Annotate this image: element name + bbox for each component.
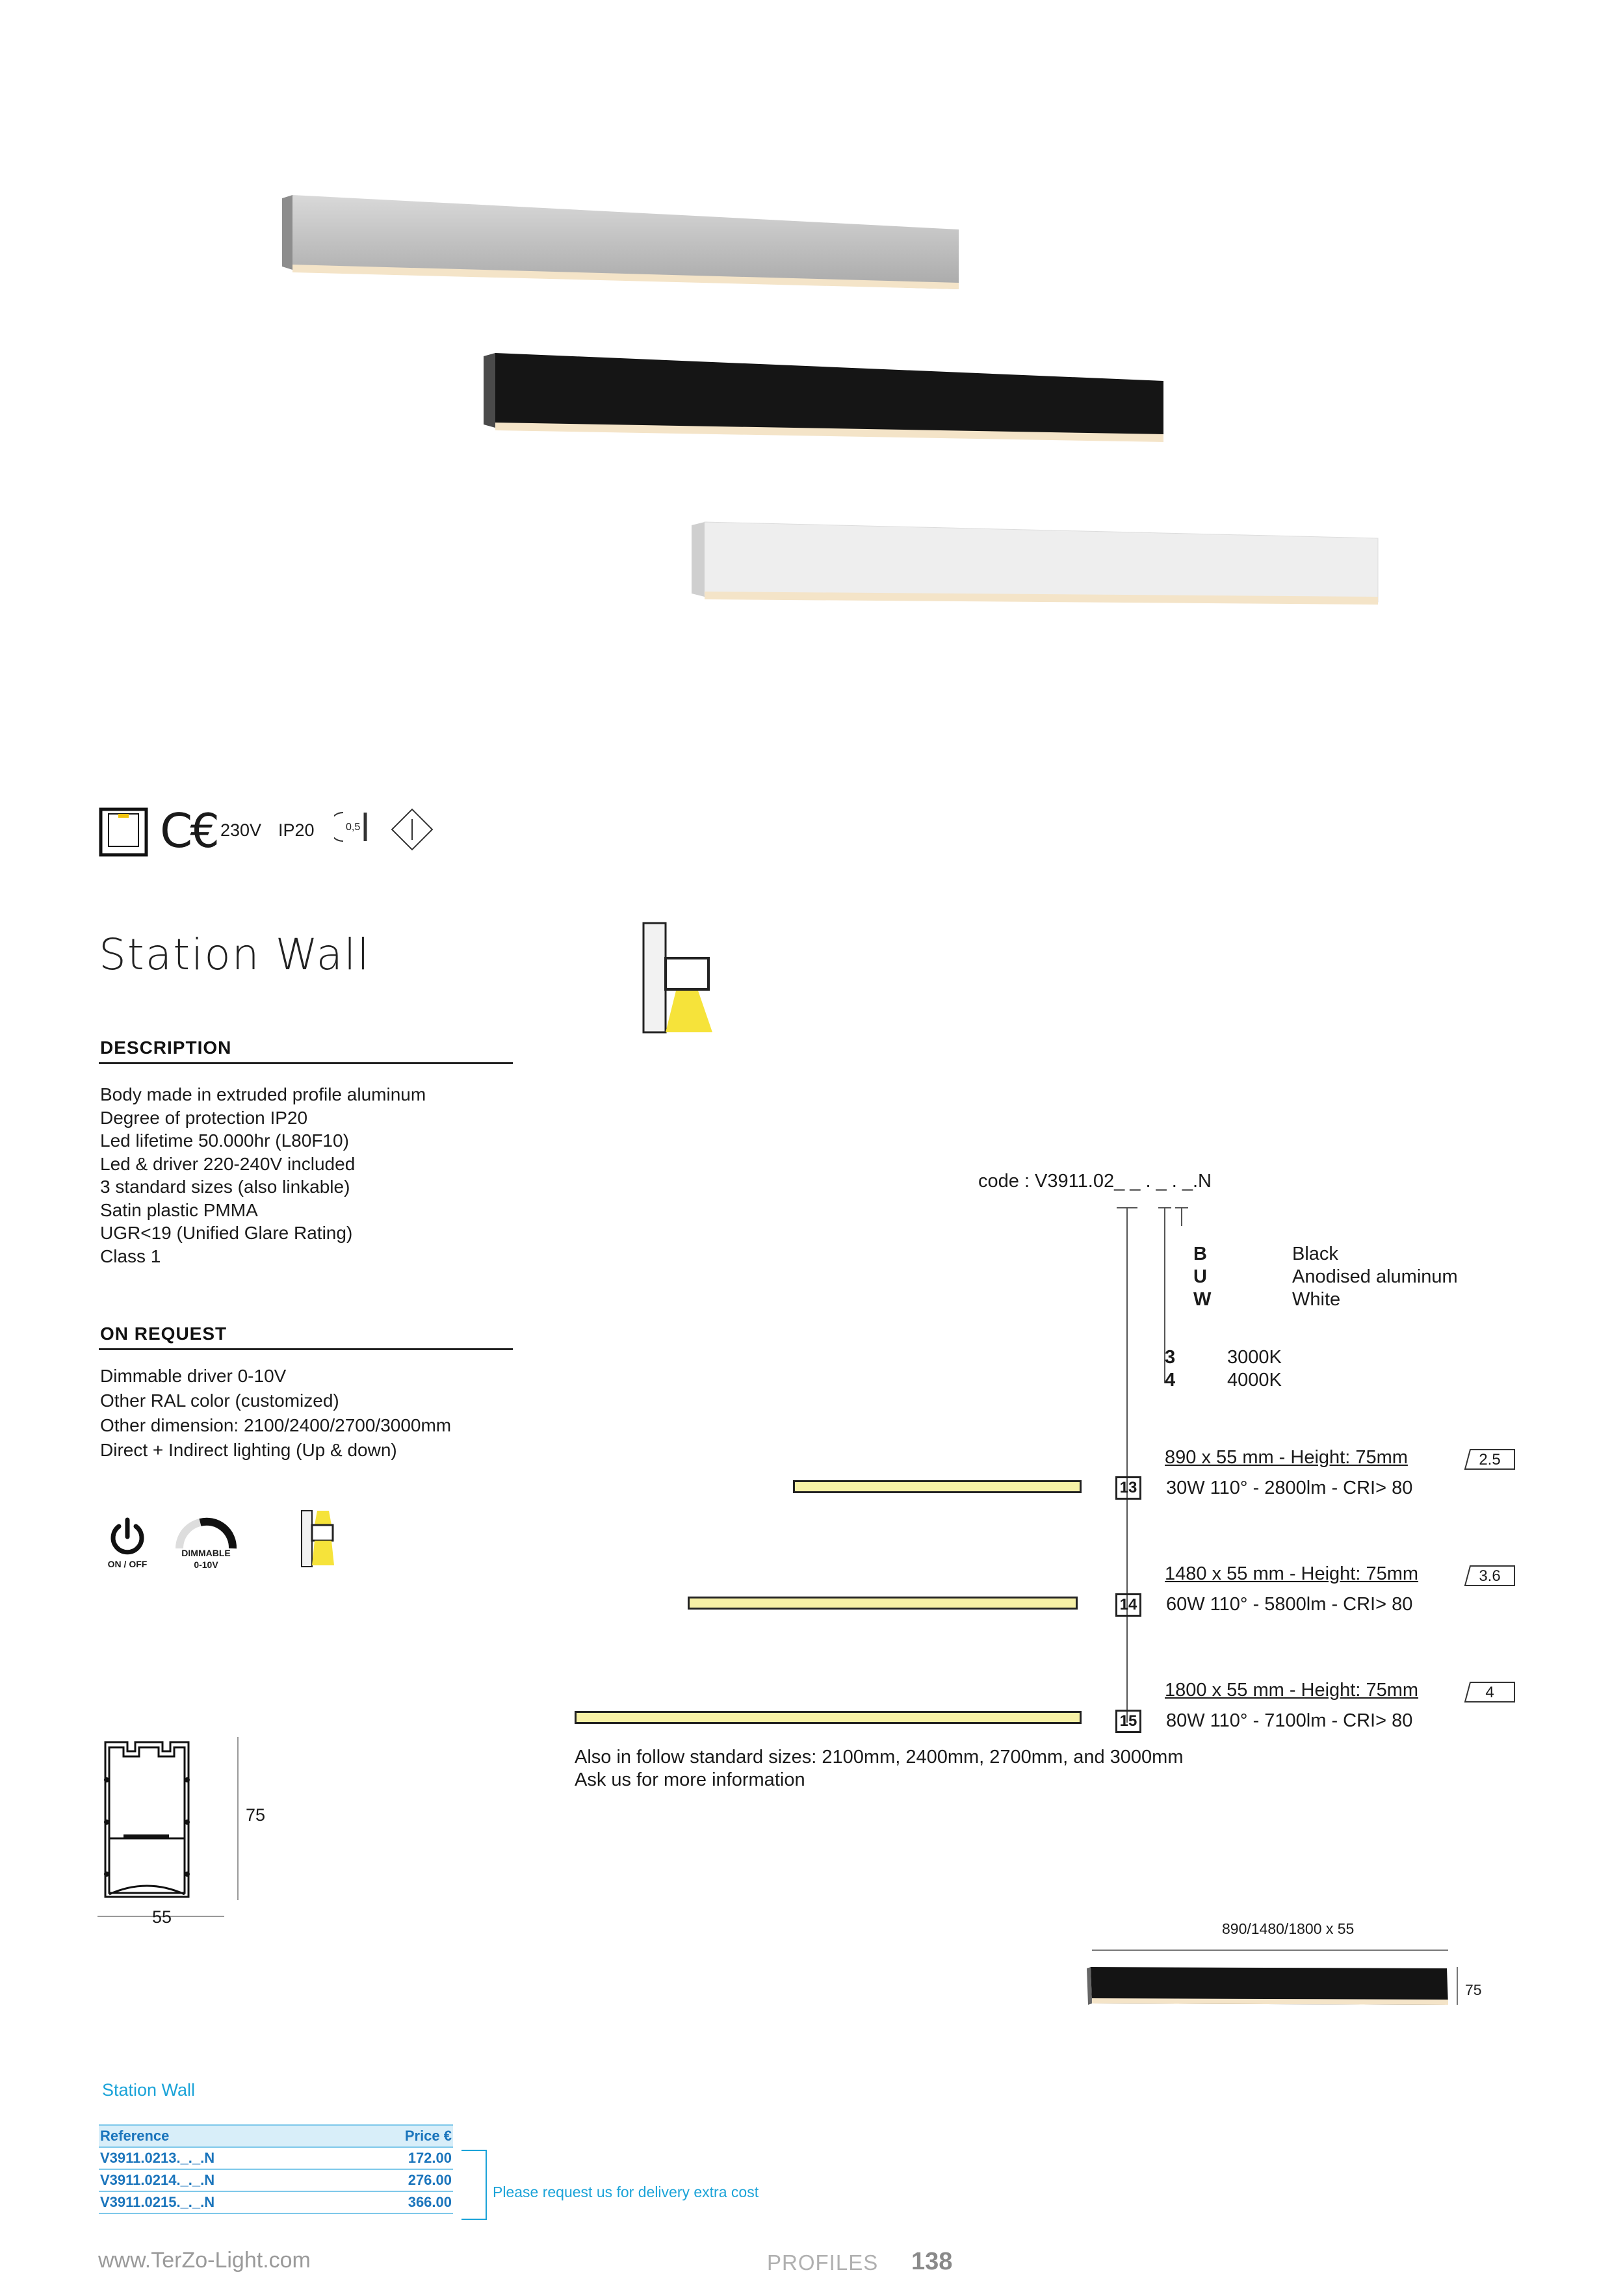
description-line: Led & driver 220-240V included	[100, 1153, 356, 1174]
wall-mount-icon	[642, 922, 720, 1035]
size-number-box: 15	[1115, 1710, 1141, 1733]
price-table-title: Station Wall	[102, 2080, 196, 2100]
size-bar-1800	[575, 1711, 1082, 1724]
page-number: 138	[911, 2248, 953, 2275]
on-request-line: Other dimension: 2100/2400/2700/3000mm	[100, 1415, 452, 1435]
profile-section-drawing	[97, 1734, 247, 1923]
extra-sizes-note: Also in follow standard sizes: 2100mm, 2400mm, 2700mm, and 3000mm	[575, 1747, 1184, 1768]
product-code: code : V3911.02_ _ . _ . _.N	[978, 1171, 1212, 1192]
on-request-line: Dimmable driver 0-10V	[100, 1366, 287, 1386]
on-request-line: Other RAL color (customized)	[100, 1390, 339, 1411]
size-bar-1480	[688, 1597, 1078, 1610]
description-line: Class 1	[100, 1246, 161, 1266]
description-rule	[99, 1062, 513, 1064]
description-heading: DESCRIPTION	[100, 1037, 232, 1058]
distance-value: 0,5	[346, 822, 361, 833]
size-title: 1800 x 55 mm - Height: 75mm	[1165, 1680, 1419, 1701]
extra-sizes-contact: Ask us for more information	[575, 1769, 805, 1790]
on-request-heading: ON REQUEST	[100, 1324, 227, 1344]
description-line: Satin plastic PMMA	[100, 1199, 258, 1220]
description-line: Degree of protection IP20	[100, 1107, 308, 1128]
weight-value: 3.6	[1479, 1567, 1501, 1585]
footer-category: PROFILES	[767, 2250, 879, 2275]
reference-column-header: Reference	[99, 2125, 348, 2147]
size-spec: 60W 110° - 5800lm - CRI> 80	[1166, 1594, 1413, 1615]
size-bar-890	[793, 1480, 1082, 1493]
reference-cell: V3911.0214._._.N	[99, 2169, 348, 2191]
ip-rating-label: IP20	[278, 820, 315, 840]
up-down-light-icon	[300, 1509, 342, 1569]
size-number-box: 13	[1115, 1476, 1141, 1500]
delivery-note: Please request us for delivery extra cost	[493, 2184, 759, 2200]
dimmable-label: DIMMABLE	[181, 1548, 231, 1558]
description-line: Led lifetime 50.000hr (L80F10)	[100, 1130, 349, 1151]
table-row	[99, 2147, 453, 2169]
size-spec: 30W 110° - 2800lm - CRI> 80	[1166, 1478, 1413, 1498]
temperature-code-key: 4	[1165, 1370, 1176, 1390]
recessed-icon	[99, 807, 148, 857]
class-diamond-icon	[390, 807, 434, 852]
fixture-render-white	[689, 519, 1384, 616]
color-code-key: B	[1193, 1244, 1207, 1264]
fixture-render-silver	[279, 192, 968, 289]
dimension-length-label: 890/1480/1800 x 55	[1222, 1920, 1355, 1937]
on-request-line: Direct + Indirect lighting (Up & down)	[100, 1440, 397, 1460]
ce-mark-icon: C€	[160, 803, 218, 858]
size-spec: 80W 110° - 7100lm - CRI> 80	[1166, 1710, 1413, 1731]
color-code-key: U	[1193, 1266, 1207, 1287]
description-line: 3 standard sizes (also linkable)	[100, 1177, 350, 1197]
temperature-code-key: 3	[1165, 1347, 1176, 1368]
table-row	[99, 2169, 453, 2191]
dimmable-range-label: 0-10V	[194, 1559, 218, 1570]
weight-tag	[1464, 1448, 1516, 1470]
description-line: UGR<19 (Unified Glare Rating)	[100, 1223, 353, 1243]
price-cell: 172.00	[348, 2147, 453, 2169]
weight-value: 4	[1485, 1684, 1494, 1701]
dimension-fixture-drawing	[1085, 1944, 1475, 2028]
profile-height-label: 75	[246, 1805, 266, 1825]
profile-width-label: 55	[152, 1907, 172, 1927]
temperature-code-value: 3000K	[1227, 1347, 1282, 1368]
onoff-label: ON / OFF	[107, 1559, 148, 1569]
price-table-header	[99, 2125, 453, 2147]
on-request-rule	[99, 1348, 513, 1350]
fixture-render-black	[481, 350, 1170, 447]
description-line: Body made in extruded profile aluminum	[100, 1084, 426, 1104]
price-column-header: Price €	[348, 2125, 453, 2147]
product-title: Station Wall	[99, 930, 370, 980]
size-title: 890 x 55 mm - Height: 75mm	[1165, 1447, 1408, 1468]
weight-tag	[1464, 1681, 1516, 1703]
color-code-key: W	[1193, 1289, 1212, 1310]
price-cell: 366.00	[348, 2191, 453, 2213]
footer-website[interactable]: www.TerZo-Light.com	[98, 2248, 311, 2273]
weight-tag	[1464, 1565, 1516, 1587]
temperature-code-value: 4000K	[1227, 1370, 1282, 1390]
color-code-value: Black	[1292, 1244, 1338, 1264]
delivery-bracket	[460, 2149, 490, 2222]
price-table	[99, 2124, 453, 2214]
dimension-height-label: 75	[1465, 1981, 1482, 1998]
on-request-list	[100, 1364, 451, 1463]
size-number-box: 14	[1115, 1593, 1141, 1617]
color-code-value: Anodised aluminum	[1292, 1266, 1458, 1287]
color-code-value: White	[1292, 1289, 1341, 1310]
price-cell: 276.00	[348, 2169, 453, 2191]
size-title: 1480 x 55 mm - Height: 75mm	[1165, 1563, 1419, 1584]
reference-cell: V3911.0215._._.N	[99, 2191, 348, 2213]
power-icon	[108, 1517, 147, 1556]
description-list	[100, 1083, 426, 1268]
reference-cell: V3911.0213._._.N	[99, 2147, 348, 2169]
weight-value: 2.5	[1479, 1451, 1501, 1468]
dimmer-icon	[174, 1515, 238, 1551]
voltage-label: 230V	[220, 820, 262, 840]
table-row	[99, 2191, 453, 2213]
